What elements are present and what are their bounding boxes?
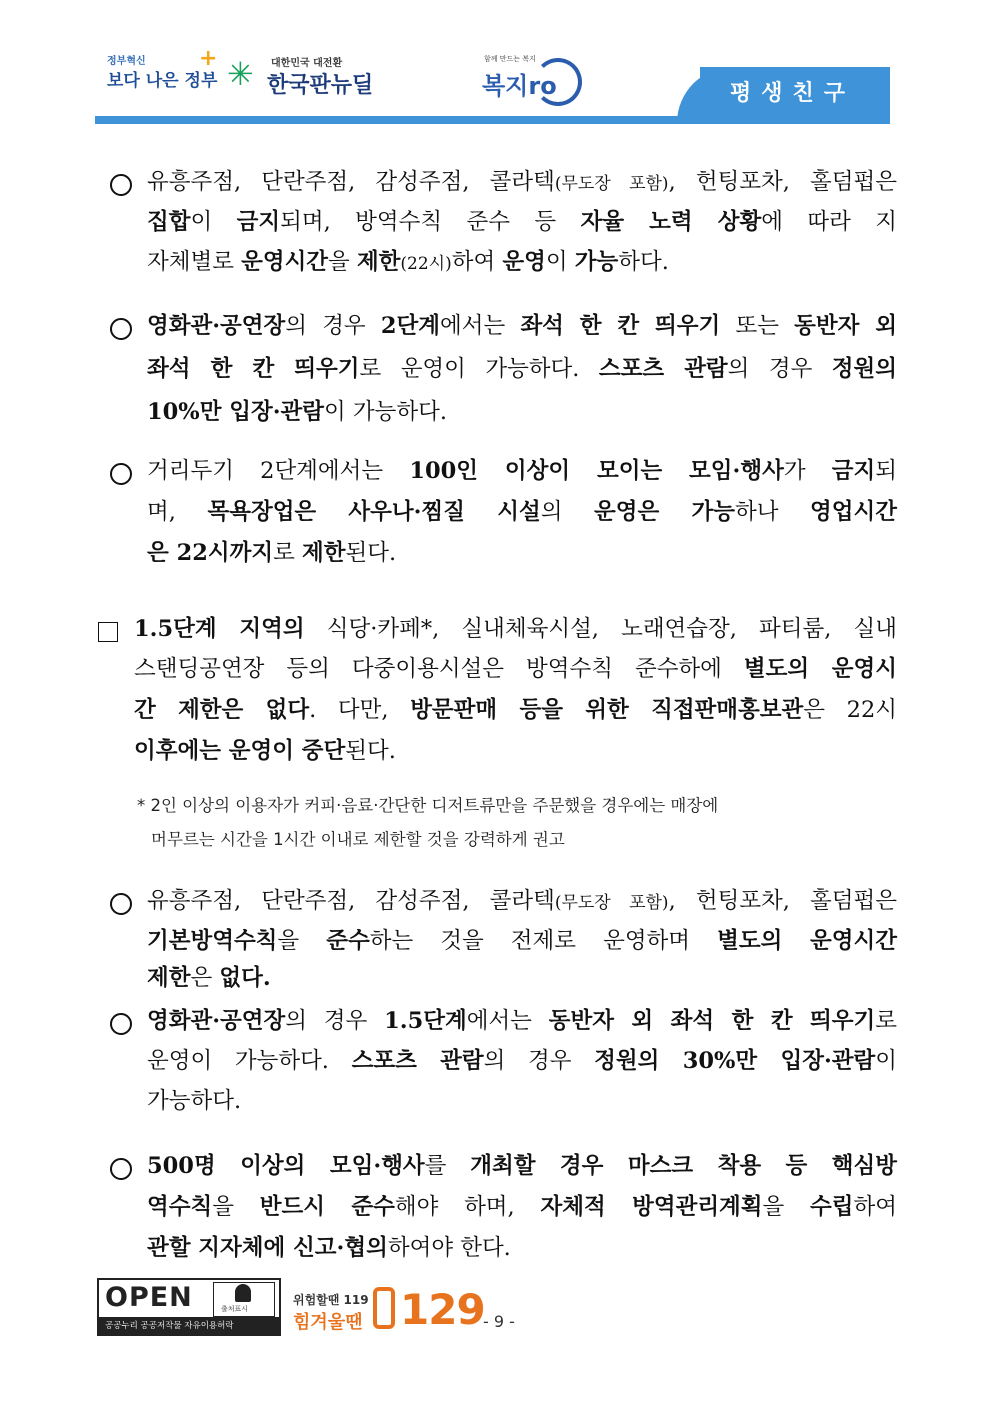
p7-bold: 관할 지자체에 신고·협의 xyxy=(147,1235,388,1261)
page-header xyxy=(95,40,890,125)
p4-bold: 1.5단계 지역의 xyxy=(134,616,305,642)
p6-text: 로 xyxy=(875,1008,897,1034)
p3-bold: 운영은 가능 xyxy=(594,499,735,525)
p5-bold: 제한 xyxy=(147,965,191,991)
p1-bold: 운영시간 xyxy=(241,249,329,275)
p7-text: 하여 xyxy=(853,1194,897,1220)
p5-bold: 준수 xyxy=(326,928,370,954)
square-bullet-icon xyxy=(98,622,118,642)
p3-text: 거리두기 2단계에서는 xyxy=(147,458,410,484)
p2-text: 에서는 xyxy=(440,313,521,339)
p7-text: 하여야 한다. xyxy=(387,1235,511,1261)
p5-bold: 없다. xyxy=(219,965,271,991)
p5-bold: 별도의 운영시간 xyxy=(717,928,897,954)
p6-bold: 정원의 30%만 입장·관람 xyxy=(594,1048,876,1074)
p2-bold: 2단계 xyxy=(380,313,441,339)
p4-bold: 간 제한은 없다 xyxy=(134,697,310,723)
p2-bold: 스포츠 관람 xyxy=(598,356,728,382)
p2-bold: 정원의 xyxy=(831,356,897,382)
p6-text: 의 경우 xyxy=(483,1048,595,1074)
p5-paren: (무도장 포함) xyxy=(554,893,669,913)
phone-icon xyxy=(373,1287,395,1329)
p1-text: 되며, 방역수칙 준수 등 xyxy=(280,209,581,235)
attribution-label: 출처표시 xyxy=(221,1305,249,1313)
p3-text: 된다. xyxy=(345,540,397,566)
p1-bold: 제한 xyxy=(356,249,401,275)
p1-bold: 금지 xyxy=(236,209,281,235)
bokjiro-logo xyxy=(478,50,578,110)
p1-paren: (22시) xyxy=(400,254,452,274)
p3-bold: 영업시간 xyxy=(810,499,897,525)
p3-bold: 제한 xyxy=(301,540,346,566)
p5-text: 을 xyxy=(277,928,327,954)
p3-bold: 목욕장업은 사우나·찜질 시설 xyxy=(207,499,541,525)
hotline-hard-text: 힘겨울땐 xyxy=(293,1312,363,1333)
circle-bullet-icon xyxy=(110,1013,132,1035)
license-strip-text: 공공누리 공공저작물 자유이용허락 xyxy=(105,1321,234,1331)
p7-bold: 개최할 경우 마스크 착용 등 핵심방 xyxy=(470,1153,897,1179)
p1-text: 을 xyxy=(328,249,357,275)
bokjiro-title: 복지ro xyxy=(482,72,557,100)
p2-bold: 좌석 한 칸 띄우기 xyxy=(520,313,721,339)
star-burst-icon: ✳ xyxy=(227,55,254,93)
p1-paren: (무도장 포함) xyxy=(554,174,669,194)
p7-bold: 수립 xyxy=(810,1194,854,1220)
p4-bold: 별도의 운영시 xyxy=(743,656,897,682)
p3-text: 며, xyxy=(147,499,208,525)
p2-bold: 동반자 외 xyxy=(794,313,897,339)
new-deal-small: 대한민국 대전환 xyxy=(271,58,343,69)
p3-bold: 100인 이상이 모이는 모임·행사 xyxy=(409,458,784,484)
p1-text: 이 xyxy=(545,249,575,275)
p4-text: . 다만, xyxy=(309,697,411,723)
p5-text: 유흥주점, 단란주점, 감성주점, 콜라텍 xyxy=(147,888,555,914)
p3-text: 되 xyxy=(875,458,898,484)
p7-text: 를 xyxy=(424,1153,471,1179)
p1-text: 자체별로 xyxy=(147,249,242,275)
p1-text: 하다. xyxy=(618,249,669,275)
p1-text: 유흥주점, 단란주점, 감성주점, 콜라텍 xyxy=(147,169,555,195)
p4-text: 식당·카페*, 실내체육시설, 노래연습장, 파티룸, 실내 xyxy=(304,616,897,642)
header-divider xyxy=(95,116,890,124)
p2-bold: 좌석 한 칸 띄우기 xyxy=(147,356,360,382)
circle-bullet-icon xyxy=(110,893,132,915)
p4-bold: 방문판매 등을 위한 직접판매홍보관 xyxy=(410,697,804,723)
circle-bullet-icon xyxy=(110,1158,132,1180)
p7-bold: 자체적 방역관리계획 xyxy=(540,1194,763,1220)
p1-bold: 가능 xyxy=(574,249,619,275)
p6-bold: 동반자 외 좌석 한 칸 띄우기 xyxy=(548,1008,876,1034)
p2-bold: 영화관·공연장 xyxy=(147,313,286,339)
p7-text: 을 xyxy=(212,1194,260,1220)
p3-text: 가 xyxy=(783,458,832,484)
hotline-129-logo xyxy=(293,1275,493,1335)
gov-logo-title: 보다 나은 정부 xyxy=(107,71,218,91)
p3-text: 로 xyxy=(273,540,302,566)
hotline-number: 129 xyxy=(400,1285,485,1334)
p6-text: 운영이 가능하다. xyxy=(147,1048,352,1074)
person-icon xyxy=(235,1284,251,1302)
page-number: - 9 - xyxy=(483,1312,515,1331)
p7-bold: 반드시 준수 xyxy=(259,1194,395,1220)
gov-innovation-logo xyxy=(107,46,218,110)
p1-bold: 집합 xyxy=(147,209,191,235)
section-tab-label: 평생친구 xyxy=(730,81,856,106)
p2-text: 로 운영이 가능하다. xyxy=(359,356,599,382)
p3-bold: 금지 xyxy=(831,458,876,484)
hotline-119-text: 위험할땐 119 xyxy=(293,1293,369,1307)
p6-bold: 영화관·공연장 xyxy=(147,1008,286,1034)
p5-text: 하는 것을 전제로 운영하며 xyxy=(369,928,718,954)
circle-bullet-icon xyxy=(110,463,132,485)
footnote-line-1: * 2인 이상의 이용자가 커피·음료·간단한 디저트류만을 주문했을 경우에는 매장에 xyxy=(137,796,719,815)
bokjiro-small: 함께 만드는 복지 xyxy=(484,55,536,63)
p2-bold: 10%만 입장·관람 xyxy=(147,399,325,425)
p1-text: 이 xyxy=(190,209,237,235)
p1-text: 하여 xyxy=(451,249,503,275)
p4-text: 은 22시 xyxy=(803,697,897,723)
circle-bullet-icon xyxy=(110,174,132,196)
p7-text: 을 xyxy=(762,1194,811,1220)
p5-text: 은 xyxy=(190,965,220,991)
p4-text: 스탠딩공연장 등의 다중이용시설은 방역수칙 준수하에 xyxy=(134,656,744,682)
p1-text: 에 따라 지 xyxy=(761,209,897,235)
p1-bold: 운영 xyxy=(502,249,546,275)
new-deal-title: 한국판뉴딜 xyxy=(267,73,374,98)
p6-text: 의 경우 xyxy=(285,1008,385,1034)
p2-text: 이 가능하다. xyxy=(324,399,448,425)
p7-bold: 500명 이상의 모임·행사 xyxy=(147,1153,425,1179)
p1-text: , 헌팅포차, 홀덤펍은 xyxy=(668,169,897,195)
p3-text: 하나 xyxy=(734,499,811,525)
arc-icon xyxy=(534,58,582,106)
p3-text: 의 xyxy=(540,499,595,525)
p6-text: 이 xyxy=(875,1048,898,1074)
p6-text: 가능하다. xyxy=(147,1088,242,1114)
footnote-line-2: 머무르는 시간을 1시간 이내로 제한할 것을 강력하게 권고 xyxy=(151,830,565,849)
p7-text: 해야 하며, xyxy=(394,1194,541,1220)
p6-bold: 스포츠 관람 xyxy=(351,1048,484,1074)
p3-bold: 은 22시까지 xyxy=(147,540,274,566)
gov-logo-small: 정부혁신 xyxy=(107,56,146,67)
p5-text: , 헌팅포차, 홀덤펍은 xyxy=(668,888,897,914)
korean-new-deal-logo xyxy=(227,54,377,104)
p4-bold: 이후에는 운영이 중단 xyxy=(134,738,346,764)
p6-text: 에서는 xyxy=(466,1008,549,1034)
p1-bold: 자율 노력 상황 xyxy=(580,209,762,235)
p6-bold: 1.5단계 xyxy=(384,1008,467,1034)
open-word: OPEN xyxy=(105,1282,193,1313)
circle-bullet-icon xyxy=(110,318,132,340)
p2-text: 의 경우 xyxy=(285,313,381,339)
p2-text: 의 경우 xyxy=(727,356,832,382)
plus-icon: + xyxy=(199,46,218,71)
p7-bold: 역수칙 xyxy=(147,1194,213,1220)
p4-text: 된다. xyxy=(345,738,396,764)
p2-text: 또는 xyxy=(720,313,795,339)
p5-bold: 기본방역수칙 xyxy=(147,928,278,954)
open-license-badge xyxy=(97,1278,281,1336)
